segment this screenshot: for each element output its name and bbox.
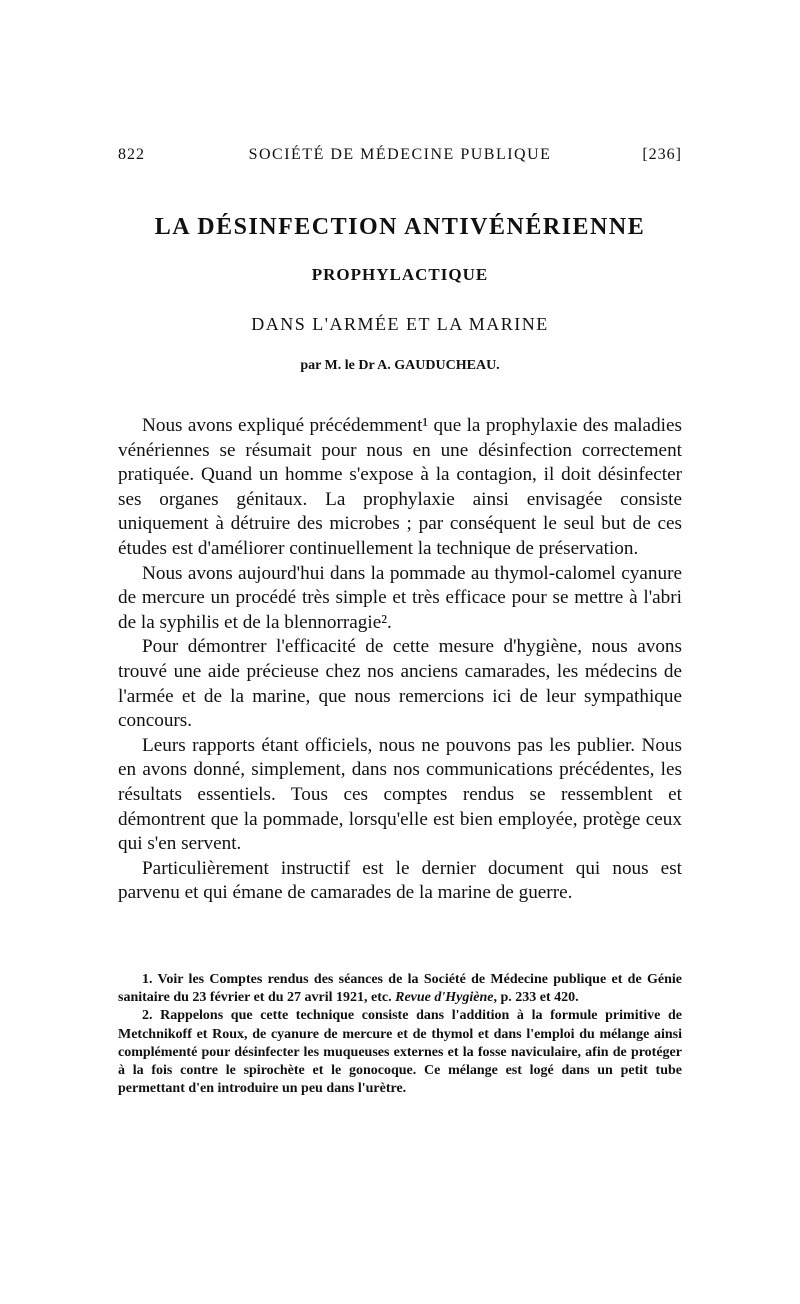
footnote-1 [118,971,682,1007]
footnote-1-text: 1. Voir les Comptes rendus des séances de la Société de Médecine publique et de Génie sanitaire du 23 février et du 27 avril 1921, etc. [118,972,682,1006]
paragraph-3: Pour démontrer l'efficacité de cette mesure d'hygiène, nous avons trouvé une aide précieuse chez nos anciens camarades, les médecins de l'armée et de la marine, que nous remercions ici de leur sympathique concours. [118,636,682,732]
article-subtitle-2: DANS L'ARMÉE ET LA MARINE [251,314,549,334]
footnote-1-pages: , p. 233 et 420. [493,990,579,1006]
running-header [118,146,682,168]
article-body [118,414,682,906]
footnote-2: 2. Rappelons que cette technique consiste dans l'addition à la formule primitive de Metchnikoff et Roux, de cyanure de mercure et de thymol et dans l'emploi du mélange ainsi complémenté pour désinfecter les muqueuses externes et la fosse naviculaire, afin de protéger à la fois contre le spirochète et le gonocoque. Ce mélange est logé dans un petit tube permettant d'en introduire un peu dans l'urètre. [118,1008,682,1097]
article-author: par M. le Dr A. GAUDUCHEAU. [300,358,500,373]
section-number: [236] [642,146,682,163]
page-number: 822 [118,146,145,163]
footnote-1-journal: Revue d'Hygiène [395,990,494,1006]
article-heading [118,212,682,376]
paragraph-4: Leurs rapports étant officiels, nous ne pouvons pas les publier. Nous en avons donné, simplement, dans nos communications précédentes, les résultats essentiels. Tous ces comptes rendus se ressemblent et démontrent que la pommade, lorsqu'elle est bien employée, protège ceux qui s'en servent. [118,734,682,855]
running-title: SOCIÉTÉ DE MÉDECINE PUBLIQUE [248,146,552,163]
paragraph-2: Nous avons aujourd'hui dans la pommade au thymol-calomel cyanure de mercure un procédé très simple et très efficace pour se mettre à l'abri de la syphilis et de la blennorragie². [118,562,682,633]
footnotes [118,971,682,1098]
paragraph-5: Particulièrement instructif est le dernier document qui nous est parvenu et qui émane de camarades de la marine de guerre. [118,857,682,904]
article-title: LA DÉSINFECTION ANTIVÉNÉRIENNE [154,214,646,240]
paragraph-1: Nous avons expliqué précédemment¹ que la prophylaxie des maladies vénériennes se résumait pour nous en une désinfection correctement pratiquée. Quand un homme s'expose à la contagion, il doit désinfecter ses organes génitaux. La prophylaxie ainsi envisagée consiste uniquement à détruire des microbes ; par conséquent le seul but de ces études est d'améliorer continuellement la technique de préservation. [118,415,682,559]
article-subtitle: PROPHYLACTIQUE [311,265,489,284]
